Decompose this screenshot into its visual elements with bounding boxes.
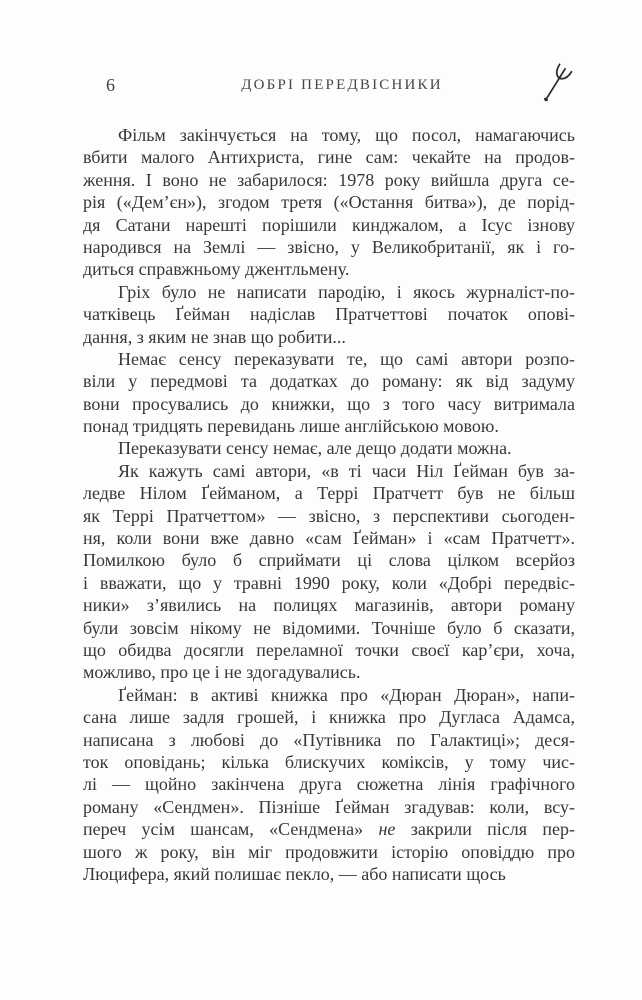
text-line: сана лише задля грошей, і книжка про Дугласа Адамса, <box>83 707 575 728</box>
text-line: ток оповідань; кілька блискучих коміксів, у тому чис- <box>83 751 575 772</box>
text-line: Немає сенсу переказувати те, що самі автори розпо- <box>118 348 575 369</box>
text-line: дя Сатани нарешті порішили кинджалом, а Ісус ізнову <box>83 214 575 235</box>
text-line: Переказувати сенсу немає, але дещо додати можна. <box>118 438 512 459</box>
text-line: понад тридцять перевидань лише англійською мовою. <box>83 416 499 437</box>
text-line: шого ж року, він міг продовжити історію оповіддю про <box>83 841 575 862</box>
running-header-title: ДОБРІ ПЕРЕДВІСНИКИ <box>241 77 443 93</box>
text-line: як Террі Пратчеттом» — звісно, з перспективи сьогоден- <box>83 505 575 526</box>
text-line: можливо, про це і не здогадувались. <box>83 662 361 683</box>
text-line: рія («Дем’єн»), згодом третя («Остання битва»), де порід- <box>83 192 575 213</box>
text-line: Люцифера, який полишає пекло, — або написати щось <box>83 863 506 884</box>
text-line: віли у передмові та додатках до роману: як від задуму <box>83 371 575 392</box>
paragraph <box>83 684 575 886</box>
text-line: лі — щойно закінчена друга сюжетна лінія графічного <box>83 774 575 795</box>
text-line: і вважати, що у травні 1990 року, коли «Добрі передвіс- <box>83 572 575 593</box>
text-line: Гріх було не написати пародію, і якось журналіст-по- <box>118 281 575 302</box>
text-line: написана з любові до «Путівника по Галактиці»; деся- <box>83 729 575 750</box>
text-line: ледве Нілом Ґейманом, а Террі Пратчетт був не більш <box>83 483 575 504</box>
text-line: чатківець Ґейман надіслав Пратчеттові початок опові- <box>83 304 575 325</box>
paragraph <box>83 124 575 281</box>
text-line: переч усім шансам, «Сендмена» не закрили після пер- <box>83 819 575 840</box>
pitchfork-icon <box>538 60 572 110</box>
text-line: народився на Землі — звісно, у Великобританії, як і го- <box>83 236 575 257</box>
text-line: Як кажуть самі автори, «в ті часи Ніл Ґейман був за- <box>118 460 575 481</box>
paragraph <box>83 437 575 459</box>
text-line: Помилкою було б сприймати ці слова цілком всерйоз <box>83 550 575 571</box>
text-line: вони просувались до книжки, що з того часу витримала <box>83 393 575 414</box>
paragraph <box>83 348 575 438</box>
text-line: Ґейман: в активі книжка про «Дюран Дюран», напи- <box>118 684 575 705</box>
text-line: Фільм закінчується на тому, що посол, намагаючись <box>118 125 575 145</box>
text-line: дання, з яким не знав що робити... <box>83 326 346 347</box>
text-line: вбити малого Антихриста, гине сам: чекайте на продов- <box>83 147 575 168</box>
page-number: 6 <box>106 75 115 95</box>
body-text <box>83 124 575 885</box>
text-line: ня, коли вони вже давно «сам Ґейман» і «сам Пратчетт». <box>83 528 575 549</box>
text-line: ники» з’явились на полицях магазинів, автори роману <box>83 595 575 616</box>
paragraph <box>83 281 575 348</box>
text-line: диться справжньому джентльмену. <box>83 259 350 280</box>
text-line: роману «Сендмен». Пізніше Ґейман згадував: коли, всу- <box>83 796 575 817</box>
paragraph <box>83 460 575 684</box>
text-line: ження. І воно не забарилося: 1978 року вийшла друга се- <box>83 169 575 190</box>
text-line: що обидва досягли переламної точки своєї кар’єри, хоча, <box>83 639 575 660</box>
text-line: були зовсім нікому не відомими. Точніше було б сказати, <box>83 617 575 638</box>
